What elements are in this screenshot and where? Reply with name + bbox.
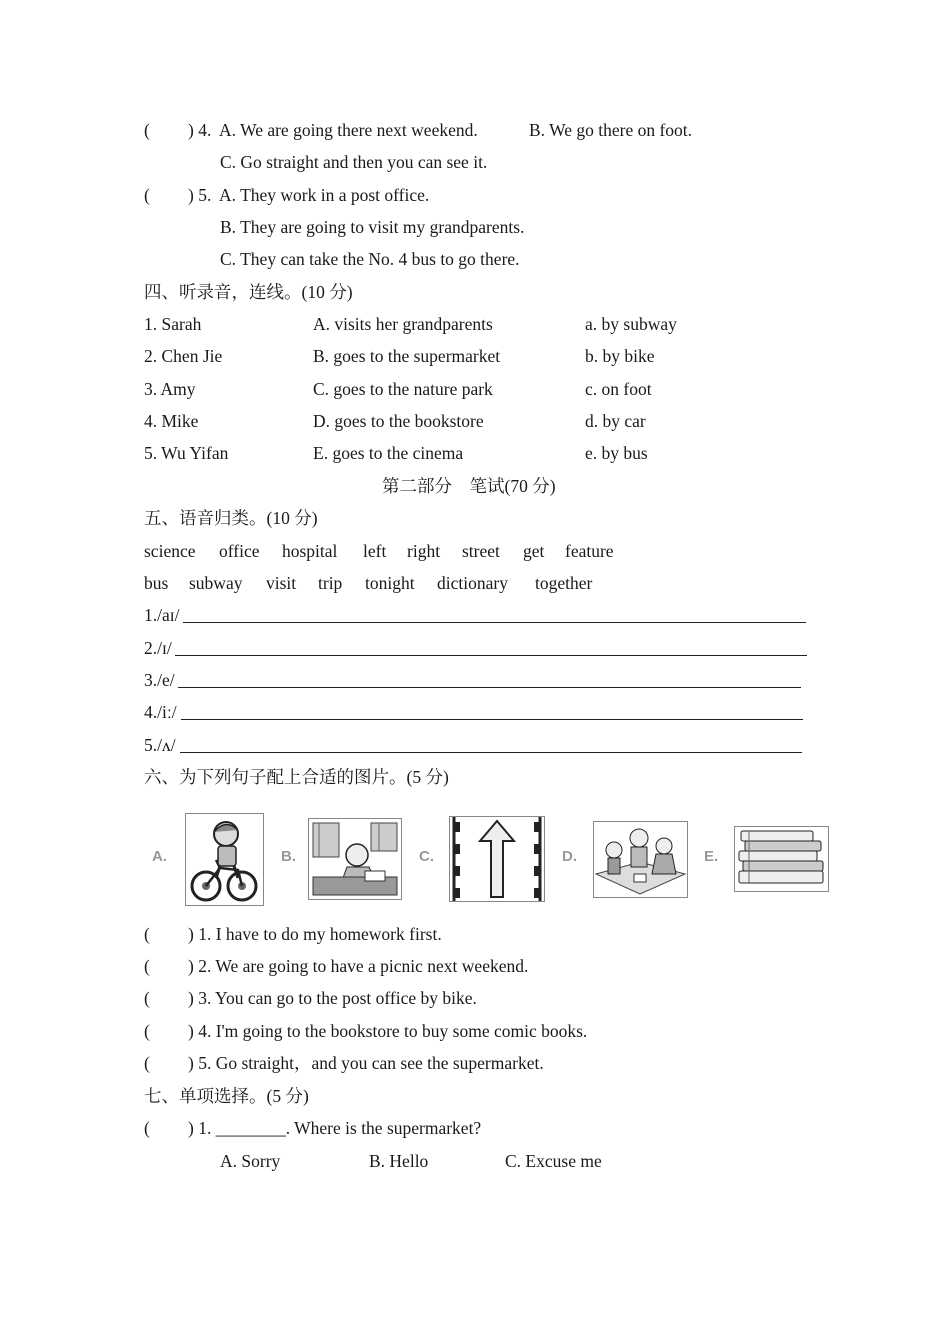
answer-line[interactable] — [183, 622, 806, 623]
person-item[interactable]: 3. Amy — [144, 379, 196, 399]
answer-line[interactable] — [178, 687, 801, 688]
transport-item[interactable]: d. by car — [585, 411, 646, 431]
word: right — [407, 541, 441, 561]
question-number: ) 4. — [188, 120, 212, 140]
word: feature — [565, 541, 614, 561]
picture-label-a: A. — [152, 848, 167, 865]
option-b: B. They are going to visit my grandparents. — [220, 217, 525, 237]
matching-sentence: ) 5. Go straight，and you can see the supermarket. — [188, 1053, 544, 1073]
matching-sentence: ) 1. I have to do my homework first. — [188, 924, 442, 944]
sound-label: 3./e/ — [144, 670, 175, 690]
answer-line[interactable] — [180, 752, 802, 753]
answer-paren[interactable]: ( — [144, 988, 150, 1008]
place-item[interactable]: D. goes to the bookstore — [313, 411, 484, 431]
matching-sentence: ) 3. You can go to the post office by bike. — [188, 988, 477, 1008]
option-c: C. They can take the No. 4 bus to go there. — [220, 249, 520, 269]
option-a: A. Sorry — [220, 1151, 281, 1171]
answer-line[interactable] — [175, 655, 807, 656]
person-item[interactable]: 5. Wu Yifan — [144, 443, 229, 463]
word: get — [523, 541, 545, 561]
straight-arrow-road-icon — [449, 816, 545, 902]
part-2-title: 第二部分 笔试(70 分) — [382, 476, 556, 496]
picture-label-e: E. — [704, 848, 719, 865]
answer-line[interactable] — [181, 719, 803, 720]
sound-label: 4./iː/ — [144, 702, 177, 722]
word: subway — [189, 573, 243, 593]
word: left — [363, 541, 387, 561]
transport-item[interactable]: b. by bike — [585, 346, 655, 366]
child-doing-homework-icon — [308, 818, 402, 900]
section-5-title: 五、语音归类。(10 分) — [144, 508, 318, 528]
sound-label: 2./ɪ/ — [144, 638, 172, 658]
section-4-title: 四、听录音，连线。(10 分) — [144, 282, 353, 302]
answer-paren[interactable]: ( — [144, 1118, 150, 1138]
answer-paren[interactable]: ( — [144, 120, 150, 140]
answer-paren[interactable]: ( — [144, 956, 150, 976]
boy-riding-bike-icon — [185, 813, 264, 906]
word: tonight — [365, 573, 415, 593]
stack-of-books-icon — [734, 826, 829, 892]
transport-item[interactable]: a. by subway — [585, 314, 677, 334]
word: office — [219, 541, 260, 561]
transport-item[interactable]: e. by bus — [585, 443, 648, 463]
person-item[interactable]: 1. Sarah — [144, 314, 202, 334]
answer-paren[interactable]: ( — [144, 1021, 150, 1041]
option-a: A. They work in a post office. — [219, 185, 430, 205]
word: street — [462, 541, 500, 561]
word: bus — [144, 573, 169, 593]
picture-label-c: C. — [419, 848, 434, 865]
transport-item[interactable]: c. on foot — [585, 379, 652, 399]
question-stem: ) 1. ________. Where is the supermarket? — [188, 1118, 482, 1138]
section-7-title: 七、单项选择。(5 分) — [144, 1086, 309, 1106]
picture-label-d: D. — [562, 848, 577, 865]
answer-paren[interactable]: ( — [144, 924, 150, 944]
word: hospital — [282, 541, 338, 561]
place-item[interactable]: C. goes to the nature park — [313, 379, 493, 399]
question-number: ) 5. — [188, 185, 212, 205]
picture-label-b: B. — [281, 848, 296, 865]
option-c: C. Excuse me — [505, 1151, 602, 1171]
sound-label: 1./aɪ/ — [144, 605, 180, 625]
option-a: A. We are going there next weekend. — [219, 120, 478, 140]
word: together — [535, 573, 593, 593]
word: science — [144, 541, 196, 561]
place-item[interactable]: B. goes to the supermarket — [313, 346, 501, 366]
word: visit — [266, 573, 297, 593]
option-b: B. We go there on foot. — [529, 120, 693, 140]
family-picnic-icon — [593, 821, 688, 898]
answer-paren[interactable]: ( — [144, 185, 150, 205]
word: trip — [318, 573, 343, 593]
sound-label: 5./ʌ/ — [144, 735, 176, 755]
person-item[interactable]: 4. Mike — [144, 411, 199, 431]
section-6-title: 六、为下列句子配上合适的图片。(5 分) — [144, 767, 449, 787]
person-item[interactable]: 2. Chen Jie — [144, 346, 223, 366]
matching-sentence: ) 2. We are going to have a picnic next weekend. — [188, 956, 529, 976]
place-item[interactable]: A. visits her grandparents — [313, 314, 493, 334]
word: dictionary — [437, 573, 508, 593]
answer-paren[interactable]: ( — [144, 1053, 150, 1073]
place-item[interactable]: E. goes to the cinema — [313, 443, 464, 463]
matching-sentence: ) 4. I'm going to the bookstore to buy some comic books. — [188, 1021, 588, 1041]
option-c: C. Go straight and then you can see it. — [220, 152, 488, 172]
option-b: B. Hello — [369, 1151, 429, 1171]
